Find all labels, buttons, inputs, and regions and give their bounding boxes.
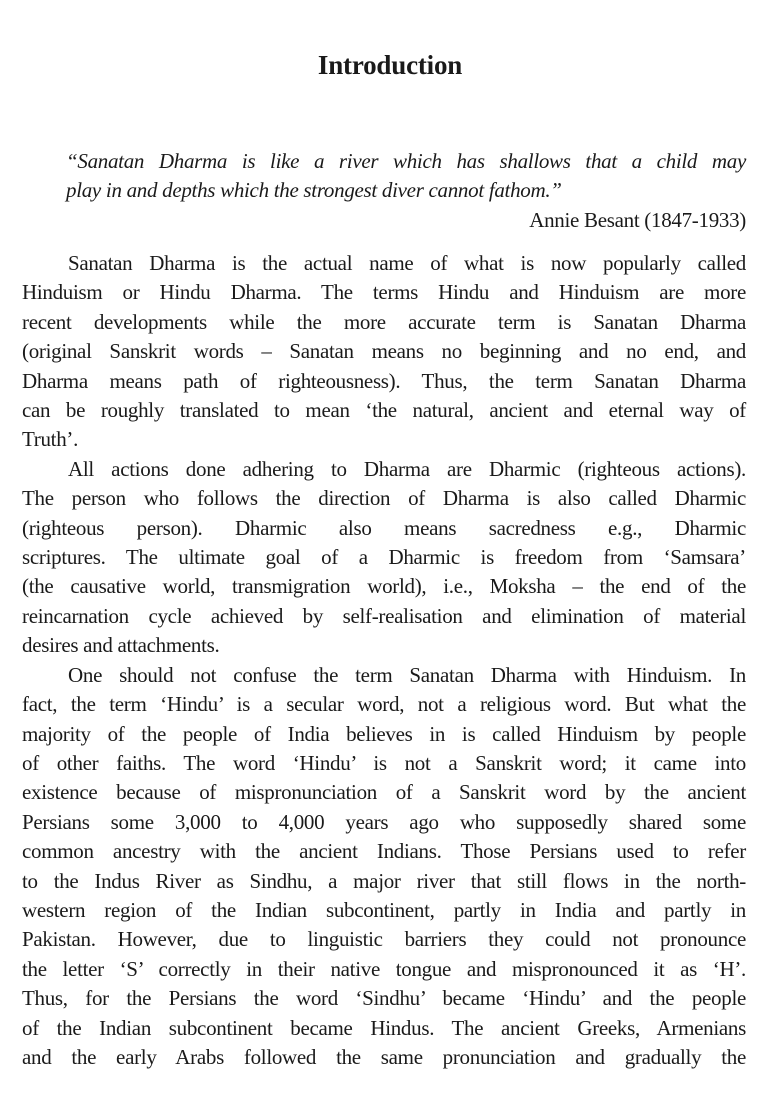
text-line: scriptures. The ultimate goal of a Dharmic is freedom from ‘Samsara’ <box>22 545 746 570</box>
paragraph <box>22 661 746 1073</box>
text-line: to the Indus River as Sindhu, a major river that still flows in the north- <box>22 868 746 893</box>
text-line: desires and attachments. <box>22 633 220 658</box>
text-line: (original Sanskrit words – Sanatan means no beginning and no end, and <box>22 339 746 364</box>
text-line: of the Indian subcontinent became Hindus. The ancient Greeks, Armenians <box>22 1015 746 1040</box>
quote-line: “Sanatan Dharma is like a river which has shallows that a child may <box>66 149 746 173</box>
page-title: Introduction <box>317 50 463 80</box>
text-line: common ancestry with the ancient Indians. Those Persians used to refer <box>22 839 746 864</box>
quote-line: play in and depths which the strongest diver cannot fathom.” <box>66 178 562 203</box>
text-line: All actions done adhering to Dharma are Dharmic (righteous actions). <box>68 456 746 481</box>
text-line: recent developments while the more accurate term is Sanatan Dharma <box>22 309 746 334</box>
text-line: reincarnation cycle achieved by self-realisation and elimination of material <box>22 603 746 628</box>
text-line: Sanatan Dharma is the actual name of what is now popularly called <box>68 251 746 275</box>
text-line: Thus, for the Persians the word ‘Sindhu’ became ‘Hindu’ and the people <box>22 986 746 1011</box>
text-line: Persians some 3,000 to 4,000 years ago who supposedly shared some <box>22 809 746 834</box>
text-line: Hinduism or Hindu Dharma. The terms Hindu and Hinduism are more <box>22 280 746 305</box>
text-line: and the early Arabs followed the same pronunciation and gradually the <box>22 1044 746 1069</box>
text-line: majority of the people of India believes in is called Hinduism by people <box>22 721 746 746</box>
text-line: the letter ‘S’ correctly in their native tongue and mispronounced it as ‘H’. <box>22 956 746 981</box>
text-line: fact, the term ‘Hindu’ is a secular word, not a religious word. But what the <box>22 692 746 717</box>
text-line: The person who follows the direction of Dharma is also called Dharmic <box>22 486 746 511</box>
paragraph <box>22 249 746 455</box>
text-line: Truth’. <box>22 427 79 452</box>
text-line: can be roughly translated to mean ‘the natural, ancient and eternal way of <box>22 398 746 423</box>
text-line: existence because of mispronunciation of a Sanskrit word by the ancient <box>22 780 746 805</box>
text-line: (righteous person). Dharmic also means sacredness e.g., Dharmic <box>22 515 746 540</box>
text-line: Dharma means path of righteousness). Thus, the term Sanatan Dharma <box>22 368 746 393</box>
quote-attribution: Annie Besant (1847-1933) <box>529 207 746 232</box>
body-text <box>22 249 746 1072</box>
text-line: One should not confuse the term Sanatan Dharma with Hinduism. In <box>68 662 746 687</box>
text-line: (the causative world, transmigration world), i.e., Moksha – the end of the <box>22 574 746 599</box>
text-line: Pakistan. However, due to linguistic barriers they could not pronounce <box>22 927 746 952</box>
text-line: western region of the Indian subcontinent, partly in India and partly in <box>22 897 746 922</box>
paragraph <box>22 455 746 661</box>
text-line: of other faiths. The word ‘Hindu’ is not a Sanskrit word; it came into <box>22 750 746 775</box>
epigraph-quote <box>66 147 746 235</box>
